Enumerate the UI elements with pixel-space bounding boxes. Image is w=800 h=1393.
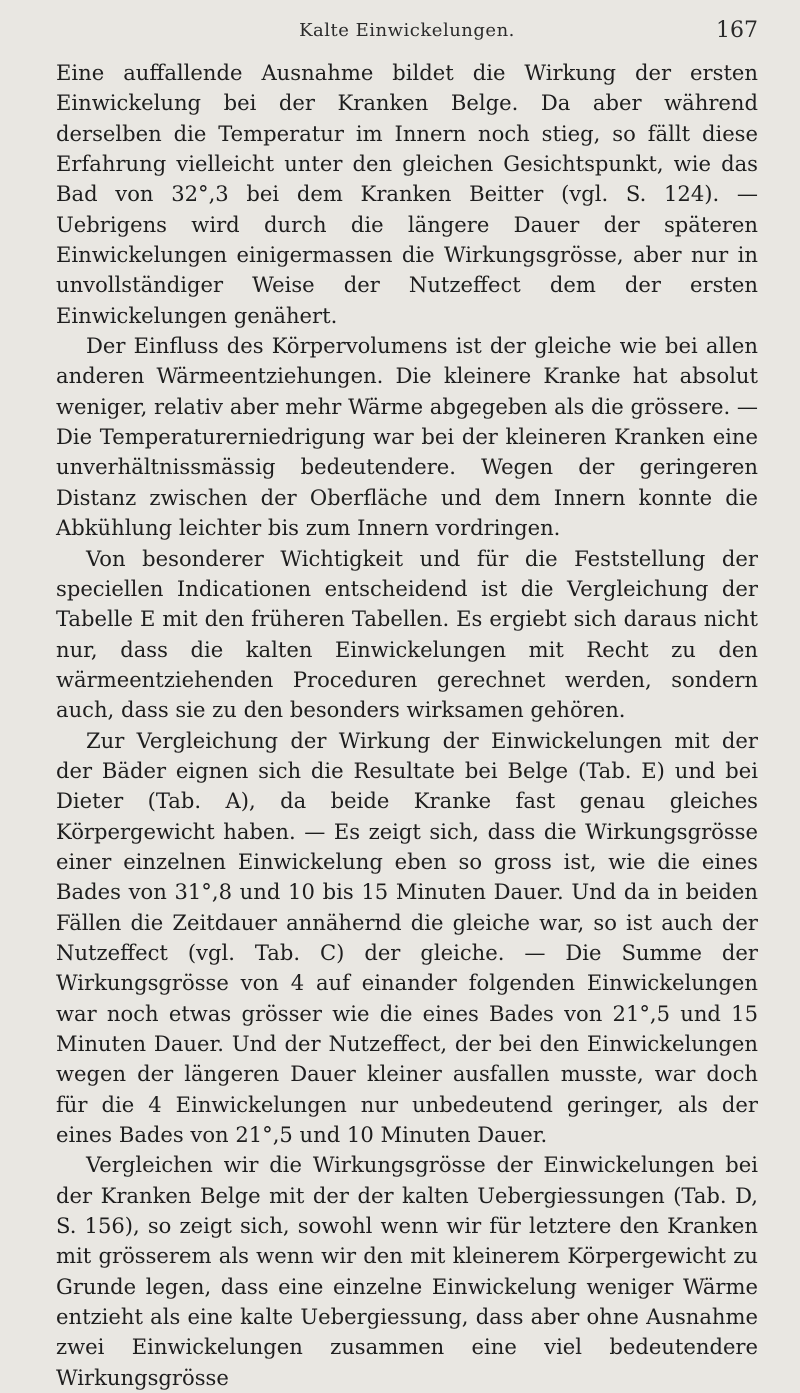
running-head	[56, 0, 758, 58]
paragraph-5: Vergleichen wir die Wirkungsgrösse der Einwickelungen bei der Kranken Belge mit der der kalten Uebergiessungen (Tab. D, S. 156), so zeigt sich, sowohl wenn wir für letztere den Kranken mit grösserem als wenn wir den mit kleinerem Körpergewicht zu Grunde legen, dass eine einzelne Einwickelung weniger Wärme entzieht als eine kalte Uebergiessung, dass aber ohne Ausnahme zwei Einwickelungen zusammen eine viel bedeutendere Wirkungsgrösse	[56, 1152, 758, 1390]
body-text	[56, 58, 758, 1393]
running-title: Kalte Einwickelungen.	[299, 20, 515, 41]
paragraph-3: Von besonderer Wichtigkeit und für die Feststellung der speciellen Indicationen entscheidend ist die Vergleichung der Tabelle E mit den früheren Tabellen. Es ergiebt sich daraus nicht nur, dass die kalten Einwickelungen mit Recht zu den wärmeentziehenden Proceduren gerechnet werden, sondern auch, dass sie zu den besonders wirksamen gehören.	[56, 545, 758, 723]
paragraph-2: Der Einfluss des Körpervolumens ist der gleiche wie bei allen anderen Wärmeentziehungen. Die kleinere Kranke hat absolut weniger, relativ aber mehr Wärme abgegeben als die grössere. — Die Temperaturerniedrigung war bei der kleineren Kranken eine unverhältnissmässig bedeutendere. Wegen der geringeren Distanz zwischen der Oberfläche und dem Innern konnte die Abkühlung leichter bis zum Innern vordringen.	[56, 333, 758, 541]
paragraph-4: Zur Vergleichung der Wirkung der Einwickelungen mit der der Bäder eignen sich die Resultate bei Belge (Tab. E) und bei Dieter (Tab. A), da beide Kranke fast genau gleiches Körpergewicht haben. — Es zeigt sich, dass die Wirkungsgrösse einer einzelnen Einwickelung eben so gross ist, wie die eines Bades von 31°,8 und 10 bis 15 Minuten Dauer. Und da in beiden Fällen die Zeitdauer annähernd die gleiche war, so ist auch der Nutzeffect (vgl. Tab. C) der gleiche. — Die Summe der Wirkungsgrösse von 4 auf einander folgenden Einwickelungen war noch etwas grösser wie die eines Bades von 21°,5 und 15 Minuten Dauer. Und der Nutzeffect, der bei den Einwickelungen wegen der längeren Dauer kleiner ausfallen musste, war doch für die 4 Einwickelungen nur unbedeutend geringer, als der eines Bades von 21°,5 und 10 Minuten Dauer.	[56, 727, 758, 1148]
paragraph-1: Eine auffallende Ausnahme bildet die Wirkung der ersten Einwickelung bei der Kranken Belge. Da aber während derselben die Temperatur im Innern noch stieg, so fällt diese Erfahrung vielleicht unter den gleichen Gesichtspunkt, wie das Bad von 32°,3 bei dem Kranken Beitter (vgl. S. 124). — Uebrigens wird durch die längere Dauer der späteren Einwickelungen einigermassen die Wirkungsgrösse, aber nur in unvollständiger Weise der Nutzeffect dem der ersten Einwickelungen genähert.	[56, 60, 758, 328]
page-number: 167	[716, 18, 758, 43]
